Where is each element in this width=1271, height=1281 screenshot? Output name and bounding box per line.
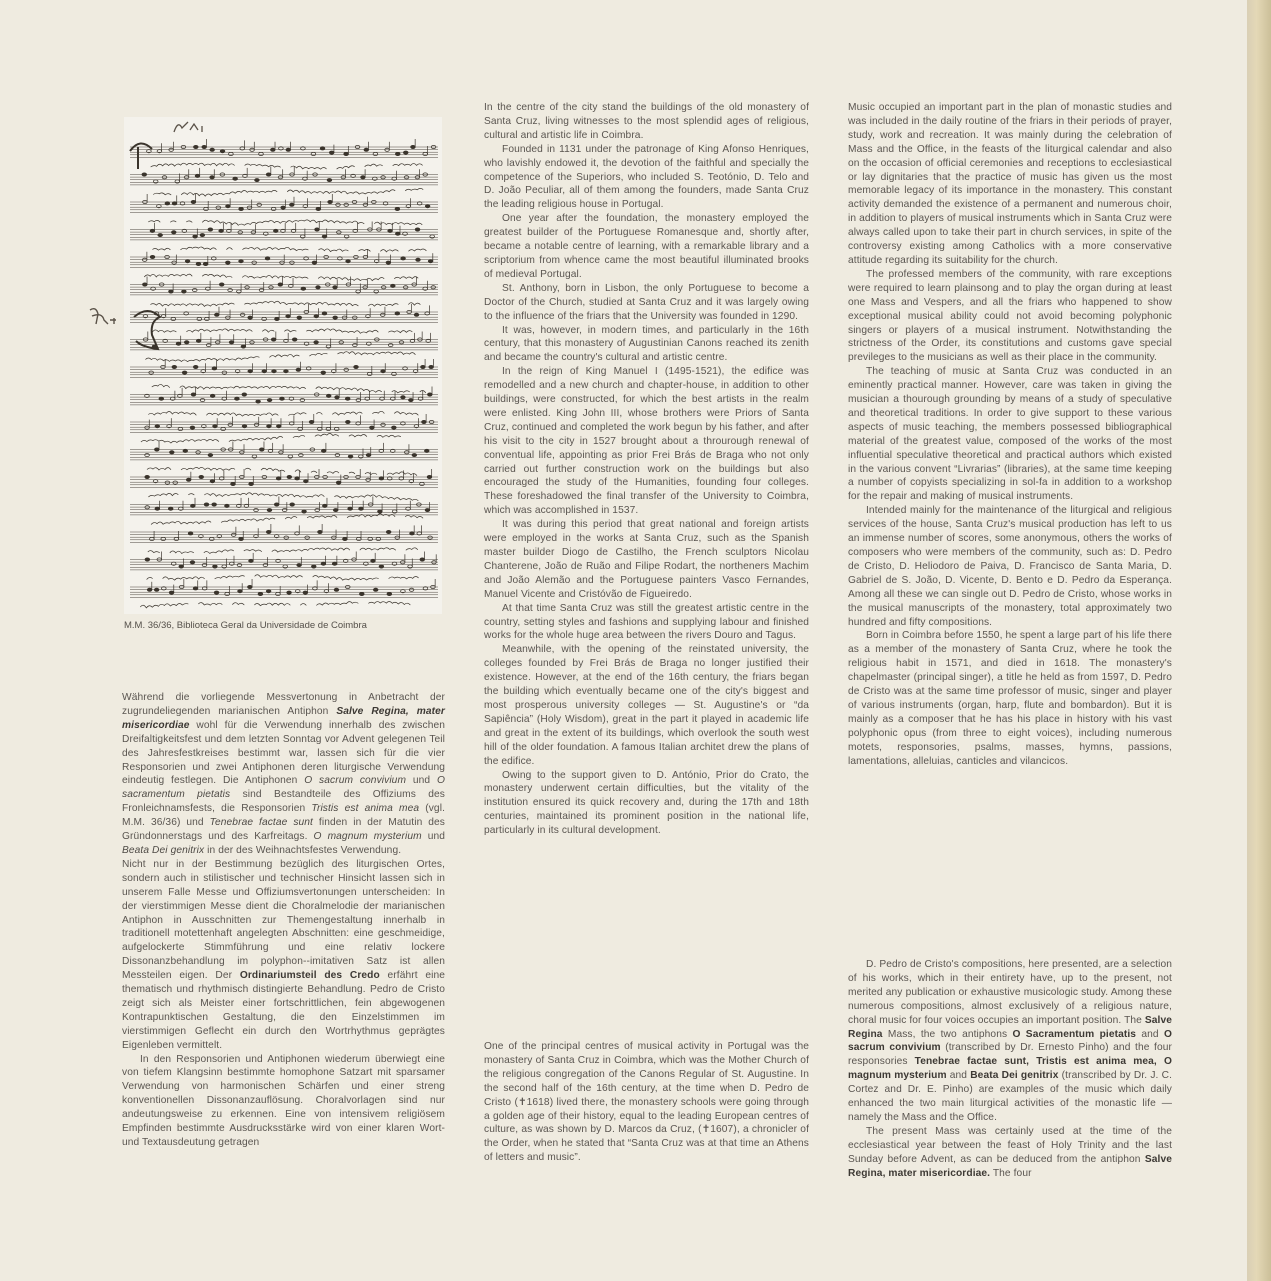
text-run: (transcribed by Dr. J. C. Cortez and Dr. E. Pinho) are examples of the music which daily enhanced the two main liturgical activities of the monastic life — namely the Mass and the Office. bbox=[848, 1070, 1173, 1123]
text-run: and bbox=[946, 1070, 971, 1082]
text-run: in der des Weihnachtsfestes Verwendung. bbox=[204, 844, 402, 856]
text-run: Nicht nur in der Bestimmung bezüglich des liturgischen Ortes, sondern auch in stilistischer und technischer Hinsicht lassen sich in unserem Falle Messe und Offiziumsvertonungen unterscheiden: In der vierstimmigen Messe dient die Choralmelodie der marianischen Antiphon in Ausschnitten zur Themengestaltung innerhalb in traditionell motettenhaft angelegten Abschnitten: eine geschmeidige, aufgelockerte Stimmführung und eine relativ lockere Dissonanzbehandlung im polyphon--imitativen Satz ist allen Messteilen eigen. Der bbox=[122, 858, 445, 982]
text-run: (transcribed by Dr. Ernesto Pinho) and the four responsories bbox=[848, 1042, 1172, 1068]
text-run: Mass, the two antiphons bbox=[882, 1028, 1013, 1040]
text-run: und bbox=[406, 775, 437, 787]
text-run: The four bbox=[990, 1167, 1032, 1179]
text-run: finden in der Matutin des Gründonnerstags und des Karfreitags. bbox=[122, 817, 446, 843]
paragraph: Born in Coimbra before 1550, he spent a large part of his life there as a member of the monastery of Santa Cruz, where he took the religious habit in 1571, and died in 1618. The monastery's chapelmaster (principal singer), a title he held as from 1597, D. Pedro de Cristo was at the same time professor of music, singer and player of various instruments (organ, harp, flute and bombardon). But it is mainly as a composer that he has his place in history with his vast polyphonic opus (from three to eight voices), including numerous motets, responsories, psalms, masses, hymns, passions, lamentations, alleluias, canticles and vilancicos. bbox=[848, 630, 1172, 767]
column-right-bottom bbox=[848, 958, 1172, 1181]
paragraph: Intended mainly for the maintenance of the liturgical and religious services of the house, Santa Cruz's musical production has left to us an immense number of scores, some anonymous, others the works of composers who were members of the community, such as: D. Pedro de Cristo, D. Heliodoro de Paiva, D. Francisco de Santa Maria, D. Gabriel de S. João, D. Vicente, D. Bento e D. Pedro da Esperança. Among all these we can single out D. Pedro de Cristo, whose works in the musical manuscripts of the monastery, total approximately two hundred and fifty compositions. bbox=[848, 505, 1172, 628]
paragraph: In the reign of King Manuel I (1495-1521), the edifice was remodelled and a new church and chapter-house, in addition to other buildings, were constructed, for which the best artists in the realm were enlisted. King John III, whose brothers were Priors of Santa Cruz, continued and completed the work begun by his father, and after his visit to the city in 1527 brought about a throurough renewal of conventual life, appointing as prior Frei Brás de Braga who not only carried out further construction work on the buildings but also encouraged the study of the Humanities, founding four colleges. These foreshadowed the final transfer of the University to Coimbra, which was accomplished in 1537. bbox=[484, 366, 809, 517]
column-left-german bbox=[122, 691, 445, 1150]
manuscript-facsimile bbox=[124, 117, 442, 614]
paragraph: The teaching of music at Santa Cruz was conducted in an eminently practical manner. However, care was taken in giving the musician a thourough grounding by means of a study of speculative and theoretical traditions. In order to give support to these various aspects of music teaching, the members possessed bibliographical material of the greatest value, composed of the works of the most influential speculative theoretical and practical authors which existed in the various convent “Livrarias” (libraries), at the same time keeping a number of copyists specializing in sol-fa in addition to a workshop for the repair and making of musical instruments. bbox=[848, 366, 1172, 503]
emphasis: Beata Dei genitrix bbox=[970, 1070, 1059, 1082]
paragraph: One year after the foundation, the monastery employed the greatest builder of the Portuguese Romanesque and, shortly after, became a notable centre of learning, with a remarkable library and a scriptorium from whence came the most beautiful illuminated brooks of medieval Portugal. bbox=[484, 213, 809, 280]
paragraph: In the centre of the city stand the buildings of the old monastery of Santa Cruz, living witnesses to the most splendid ages of religious, cultural and artistic life in Coimbra. bbox=[484, 102, 809, 141]
text-run: und bbox=[421, 831, 446, 843]
paragraph: Founded in 1131 under the patronage of King Afonso Henriques, who lavishly endowed it, the devotion of the faithful and specially the competence of the Superiors, who included S. Teotónio, D. Telo and D. João Peculiar, all of them among the founders, made Santa Cruz the leading religious house in Portugal. bbox=[484, 143, 809, 211]
paragraph: One of the principal centres of musical activity in Portugal was the monastery of Santa Cruz in Coimbra, which was the Mother Church of the religious congregation of the Canons Regular of St. Augustine. In the second half of the 16th century, at the time when D. Pedro de Cristo (✝1618) lived there, the monastery schools were going through a golden age of their history, equal to the leading European centres of culture, as was shown by D. Marcos da Cruz, (✝1607), a chronicler of the Order, when he stated that “Santa Cruz was at that time an Athens of letters and music”. bbox=[484, 1041, 809, 1164]
emphasis: O sacramentum pietatis bbox=[122, 775, 445, 801]
emphasis: Beata Dei genitrix bbox=[122, 844, 205, 856]
paragraph bbox=[122, 858, 445, 1053]
paragraph bbox=[122, 691, 445, 858]
text-run: erfährt eine thematisch und rhythmisch distingierte Behandlung. Pedro de Cristo zeigt sich als Meister einer fortschrittlichen, fein abgewogenen Kontrapunktischen Gestaltung, die den Einzelstimmen im vierstimmigen Geflecht ein durch den Wortrhythmus geprägtes Eigenleben vermittelt. bbox=[122, 970, 445, 1051]
paragraph: The professed members of the community, with rare exceptions were required to learn plainsong and to play the organ during at least one Mass and Vespers, and all the friars who happened to show exceptional musical ability could not avoid becoming polyphonic singers or players of a musical instrument. Notwithstanding the strictness of the Order, its constitutions and customs gave special previleges to the musicians as well as their place in the community. bbox=[848, 268, 1172, 364]
page-edge bbox=[1247, 0, 1271, 1281]
margin-mark-icon bbox=[86, 306, 124, 328]
emphasis: O magnum mysterium bbox=[313, 831, 422, 843]
paragraph: In den Responsorien und Antiphonen wiederum überwiegt eine von tiefem Klangsinn bestimmte homophone Satzart mit sparsamer Verwendung von harmonischen Schärfen und einer streng konventionellen Dissonanzauflösung. Choralvorlagen sind nur andeutungsweise zu erkennen. Eine von intensivem religiösem Empfinden bestimmte Ausdrucksstärke wird von einer klaren Wort- und Textausdeutung getragen bbox=[122, 1053, 445, 1148]
emphasis: Salve Regina bbox=[848, 1014, 1172, 1040]
emphasis: Tristis est anima mea bbox=[311, 803, 420, 815]
paragraph: It was, however, in modern times, and particularly in the 16th century, that this monastery of Augustinian Canons reached its zenith and became the country's cultural and artistic centre. bbox=[484, 324, 809, 364]
figure-caption: M.M. 36/36, Biblioteca Geral da Universidade de Coimbra bbox=[124, 620, 367, 631]
text-run: D. Pedro de Cristo's compositions, here presented, are a selection of his works, which in their entirety have, up to the present, not merited any publication or exhaustive musicologic study. Among these numerous compositions, almost exclusively of a religious nature, choral music for four voices occupies an important position. The bbox=[848, 959, 1172, 1026]
emphasis: Tenebrae factae sunt, Tristis est anima mea, O magnum mysterium bbox=[848, 1056, 1172, 1082]
emphasis: O sacrum convivium bbox=[848, 1028, 1172, 1054]
paragraph: St. Anthony, born in Lisbon, the only Portuguese to become a Doctor of the Church, studied at Santa Cruz and it was largely owing to the influence of the friars that the University was founded in 1290. bbox=[484, 282, 809, 322]
emphasis: Tenebrae factae sunt bbox=[209, 817, 313, 829]
manuscript-staves bbox=[124, 117, 442, 614]
emphasis: O Sacramentum pietatis bbox=[1012, 1028, 1137, 1040]
text-run: wohl für die Verwendung innerhalb des zwischen Dreifaltigkeitsfest und dem letzten Sonntag vor Advent gelegenen Teil des Jahresfestkreises bestimmt war, lassen sich für die vier Responsorien und zwei Antiphonen deren liturgische Verwendung eindeutig festlegen. Die Antiphonen bbox=[122, 719, 445, 787]
text-run: (vgl. M.M. 36/36) und bbox=[122, 803, 445, 829]
text-run: sind Bestandteile des Offiziums des Fronleichnamsfests, die Responsorien bbox=[122, 789, 445, 815]
paragraph bbox=[848, 958, 1172, 1125]
text-run: The present Mass was certainly used at the time of the ecclesiastical year between the feast of Holy Trinity and the last Sunday before Advent, as can be deduced from the antiphon bbox=[848, 1125, 1172, 1165]
paragraph: It was during this period that great national and foreign artists were employed in the works at Santa Cruz, such as the Spanish master builder Diogo de Castilho, the French sculptors Nicolau Chanterene, João de Ruão and Filipe Rodart, the northeners Machim and João Alemão and the Portuguese painters Vasco Fernandes, Manuel Vicente and Cristóvão de Figueiredo. bbox=[484, 519, 809, 600]
column-right-top bbox=[848, 101, 1172, 769]
text-run: and bbox=[1136, 1028, 1164, 1040]
paragraph: Music occupied an important part in the plan of monastic studies and was included in the daily routine of the friars in their periods of prayer, study, work and recreation. It was mainly during the celebration of Mass and the Office, in the feasts of the liturgical calendar and also on the occasion of official ceremonies and receptions to ecclesiastical or lay dignitaries that the practice of music has given us the most memorable legacy of its importance in the monastery. This constant activity demanded the existence of a permanent and numerous choir, in addition to players of musical instruments which in Santa Cruz were always called upon to take their part in church services, in spite of the controversy existing among Catholics with a more conservative attitude regarding its suitability for the church. bbox=[848, 102, 1172, 266]
column-middle-top bbox=[484, 101, 809, 838]
column-middle-bottom bbox=[484, 1040, 809, 1165]
paragraph bbox=[848, 1125, 1172, 1181]
emphasis: Salve Regina, mater misericordiae. bbox=[848, 1153, 1172, 1179]
top-mark-icon bbox=[170, 118, 210, 136]
paragraph: Owing to the support given to D. António, Prior do Crato, the monastery underwent certain difficulties, but the vitality of the institution ensured its quick recovery and, during the 17th and 18th centuries, maintained its prominent position in the national life, particularly in its cultural development. bbox=[484, 769, 809, 837]
paragraph: Meanwhile, with the opening of the reinstated university, the colleges founded by Frei Brás de Braga no longer justified their existence. However, at the end of the 16th century, the friars began the building which eventually became one of the city's biggest and most prosperous university colleges — St. Augustine's or “da Sapiência” (Holy Wisdom), great in the part it played in academic life and great in the extent of its buildings, which overlook the south west hill of the older foundation. A famous Italian architet drew the plans of the edifice. bbox=[484, 644, 809, 767]
text-run: Während die vorliegende Messvertonung in Anbetracht der zugrundeliegenden marianischen Antiphon bbox=[122, 692, 445, 717]
paragraph: At that time Santa Cruz was still the greatest artistic centre in the country, setting styles and fashions and supplying labour and finished works for the whole huge area between the rivers Douro and Tagus. bbox=[484, 602, 809, 642]
emphasis: O sacrum convivium bbox=[304, 775, 407, 787]
emphasis: Ordinariumsteil des Credo bbox=[239, 970, 380, 982]
emphasis: Salve Regina, mater misericordiae bbox=[122, 705, 445, 731]
